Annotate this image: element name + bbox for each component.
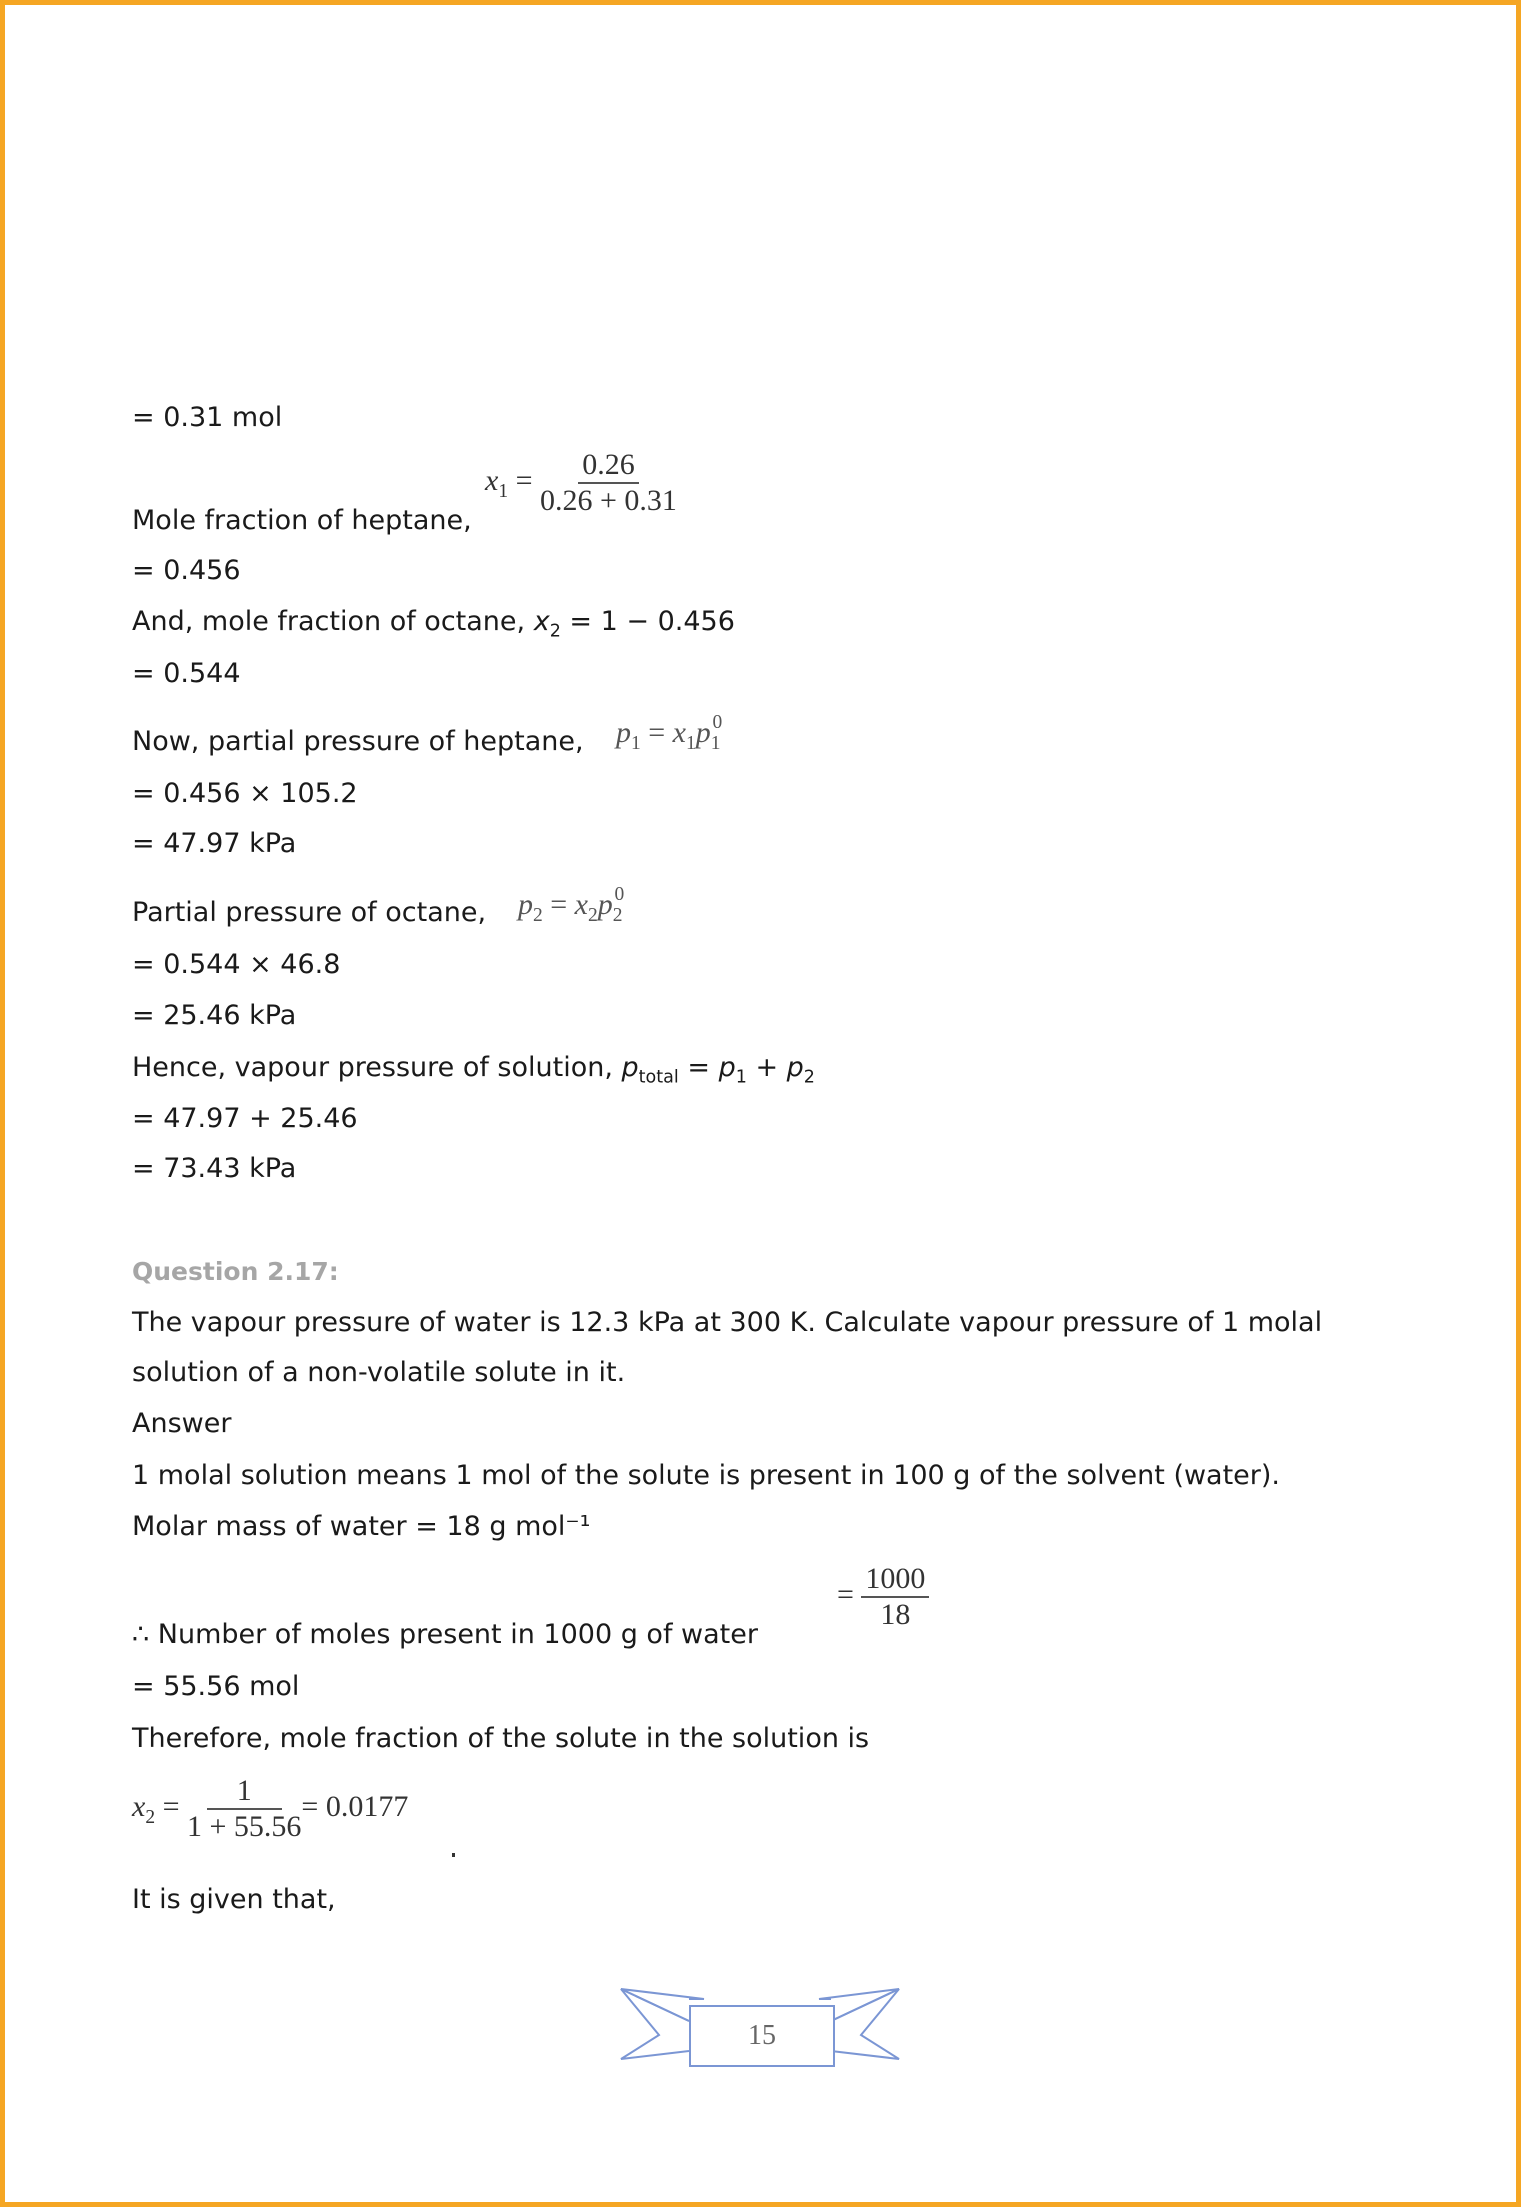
text-line: = 0.544 (132, 658, 241, 689)
question-text: The vapour pressure of water is 12.3 kPa at 300 K. Calculate vapour pressure of 1 molal (132, 1307, 1323, 1338)
text-line: = 25.46 kPa (132, 1000, 297, 1031)
question-text: solution of a non-volatile solute in it. (132, 1357, 626, 1388)
text-line: Hence, vapour pressure of solution, $p_{total} = p_1 + p_2$ (132, 1052, 815, 1088)
text-line: Mole fraction of heptane, (132, 505, 472, 536)
formula-x1: $x_1$ = $\frac{0.26}{0.26 + 0.31}$ (485, 448, 677, 517)
text: = 1 − 0.456 (560, 606, 735, 637)
page-number-ribbon (619, 1987, 901, 2067)
formula-x2: $x_2$ = $\frac{1}{1 + 55.56}$ = 0.0177 (132, 1774, 409, 1843)
formula-moles: = $\frac{1000}{18}$ (837, 1562, 929, 1632)
formula-p2: $p_2 = x_2p_2^0$ (518, 884, 625, 926)
answer-label: Answer (132, 1408, 232, 1439)
text-line: = 73.43 kPa (132, 1153, 297, 1184)
text-line: And, mole fraction of octane, $x_2 = 1 - 0.456$ (132, 606, 735, 642)
x2-numerator: 1 (207, 1774, 282, 1810)
text-line: = 55.56 mol (132, 1671, 300, 1702)
text-line: = 0.544 × 46.8 (132, 949, 341, 980)
x1-denominator: 0.26 + 0.31 (540, 484, 677, 517)
text-line: ∴ Number of moles present in 1000 g of water (132, 1619, 758, 1650)
page-number: 15 (689, 2005, 835, 2067)
text-line: It is given that, (132, 1884, 336, 1915)
text-line: Now, partial pressure of heptane, (132, 726, 584, 757)
text-line: Molar mass of water = 18 g mol⁻¹ (132, 1511, 591, 1542)
question-heading: Question 2.17: (132, 1257, 339, 1286)
text: And, mole fraction of octane, (132, 606, 534, 637)
x2-result: = 0.0177 (301, 1789, 409, 1823)
text-line: = 47.97 kPa (132, 828, 297, 859)
text-line: Therefore, mole fraction of the solute in the solution is (132, 1723, 870, 1754)
text-line: = 0.456 × 105.2 (132, 778, 358, 809)
text-line: = 0.31 mol (132, 402, 283, 433)
x2-denominator: 1 + 55.56 (187, 1810, 302, 1843)
stray-dot (452, 1853, 455, 1857)
moles-numerator: 1000 (861, 1562, 929, 1598)
text-line: Partial pressure of octane, (132, 897, 487, 928)
text-line: = 0.456 (132, 555, 241, 586)
text-line: 1 molal solution means 1 mol of the solute is present in 100 g of the solvent (water). (132, 1460, 1281, 1491)
moles-denominator: 18 (880, 1598, 911, 1631)
text: Hence, vapour pressure of solution, (132, 1052, 622, 1083)
text-line: = 47.97 + 25.46 (132, 1103, 358, 1134)
formula-p1: $p_1 = x_1p_1^0$ (616, 712, 723, 754)
x1-numerator: 0.26 (578, 448, 639, 484)
